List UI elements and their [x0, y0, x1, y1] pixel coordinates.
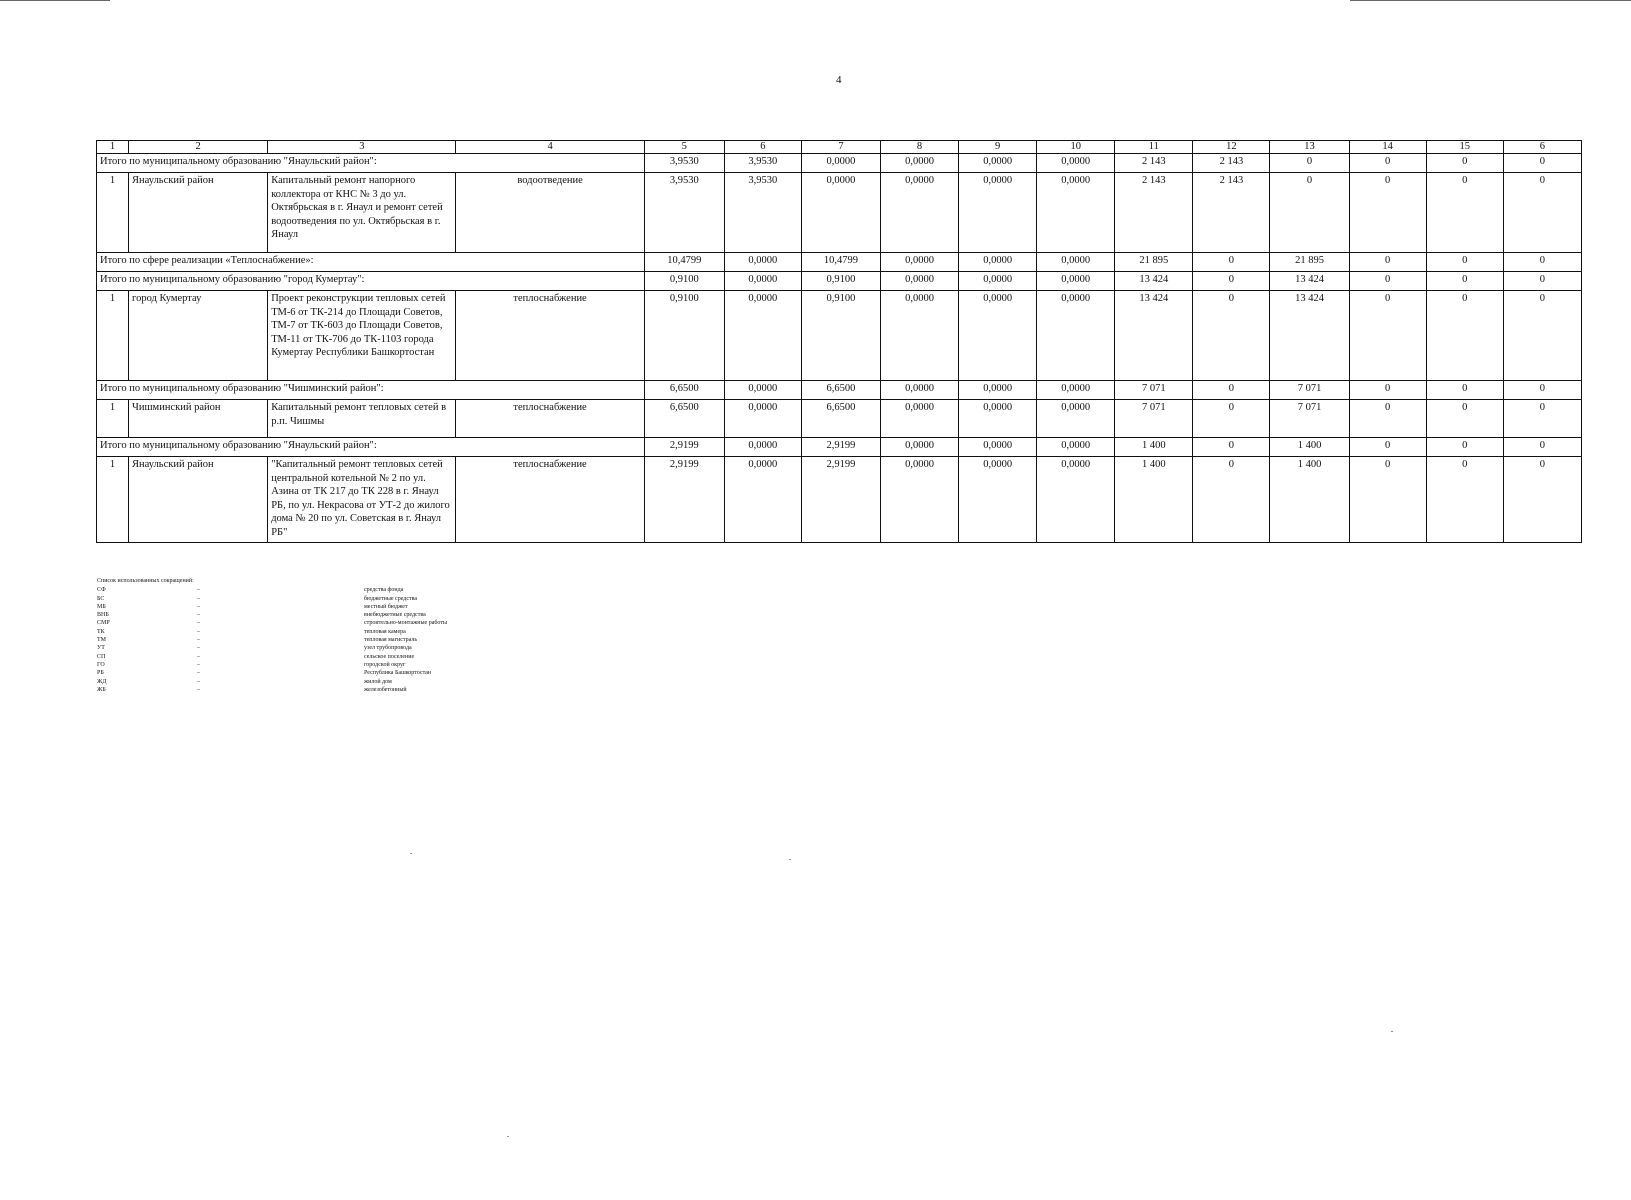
abbreviation-meaning: местный бюджет: [364, 603, 408, 610]
abbreviation-code: ЖД: [97, 678, 107, 685]
value-cell: 0,0000: [724, 291, 801, 381]
value-cell: 0,0000: [880, 438, 958, 457]
value-cell: 13 424: [1270, 272, 1349, 291]
value-cell: 0,9100: [644, 272, 724, 291]
value-cell: 0,0000: [1037, 457, 1115, 543]
value-cell: 0,0000: [1037, 154, 1115, 173]
project-description: Капитальный ремонт напорного коллектора от КНС № 3 до ул. Октябрьская в г. Янаул и ремонт сетей водоотведения по ул. Октябрьская в г. Янаул: [268, 173, 456, 253]
value-cell: 0,9100: [801, 272, 880, 291]
value-cell: 0,0000: [724, 253, 801, 272]
project-description: Капитальный ремонт тепловых сетей в р.п. Чишмы: [268, 400, 456, 438]
column-number-cell: 6: [724, 141, 801, 154]
sphere-name: теплоснабжение: [456, 400, 644, 438]
abbreviation-dash: –: [197, 661, 200, 668]
value-cell: 0,0000: [880, 457, 958, 543]
item-row: [97, 400, 1582, 438]
column-number-cell: 4: [456, 141, 644, 154]
value-cell: 0: [1349, 154, 1426, 173]
item-number: 1: [97, 457, 129, 543]
value-cell: 0: [1426, 438, 1503, 457]
value-cell: 1 400: [1115, 457, 1193, 543]
value-cell: 0: [1349, 291, 1426, 381]
value-cell: 0: [1270, 173, 1349, 253]
value-cell: 0: [1349, 253, 1426, 272]
value-cell: 0: [1426, 154, 1503, 173]
abbreviation-row: [97, 595, 447, 603]
abbreviation-meaning: тепловая магистраль: [364, 637, 418, 644]
value-cell: 0: [1193, 457, 1270, 543]
value-cell: 0,0000: [1037, 438, 1115, 457]
abbreviation-code: ГО: [97, 661, 105, 668]
value-cell: 0,0000: [959, 457, 1037, 543]
value-cell: 0,0000: [880, 291, 958, 381]
sphere-name: водоотведение: [456, 173, 644, 253]
abbreviation-dash: –: [197, 686, 200, 693]
value-cell: 0: [1193, 272, 1270, 291]
value-cell: 0,0000: [959, 173, 1037, 253]
abbreviation-row: [97, 611, 447, 619]
value-cell: 21 895: [1115, 253, 1193, 272]
value-cell: 10,4799: [644, 253, 724, 272]
value-cell: 0,0000: [880, 173, 958, 253]
value-cell: 13 424: [1115, 272, 1193, 291]
abbreviation-row: [97, 678, 447, 686]
column-number-cell: 15: [1426, 141, 1503, 154]
value-cell: 0,0000: [1037, 400, 1115, 438]
value-cell: 0: [1426, 457, 1503, 543]
value-cell: 0: [1349, 173, 1426, 253]
total-label: Итого по муниципальному образованию "Чишминский район":: [97, 381, 645, 400]
value-cell: 0,0000: [1037, 381, 1115, 400]
abbreviation-row: [97, 669, 447, 677]
value-cell: 1 400: [1270, 438, 1349, 457]
abbreviation-meaning: тепловая камера: [364, 628, 406, 635]
value-cell: 0: [1503, 457, 1581, 543]
value-cell: 6,6500: [644, 381, 724, 400]
item-row: [97, 457, 1582, 543]
value-cell: 13 424: [1270, 291, 1349, 381]
abbreviation-row: [97, 619, 447, 627]
value-cell: 0: [1270, 154, 1349, 173]
total-label: Итого по муниципальному образованию "Янаульский район":: [97, 438, 645, 457]
value-cell: 3,9530: [644, 154, 724, 173]
scan-speck: [410, 853, 412, 854]
column-number-cell: 11: [1115, 141, 1193, 154]
value-cell: 2 143: [1115, 173, 1193, 253]
value-cell: 0: [1503, 173, 1581, 253]
value-cell: 0,0000: [1037, 173, 1115, 253]
project-description: "Капитальный ремонт тепловых сетей центральной котельной № 2 по ул. Азина от ТК 217 до ТК 228 в г. Янаул РБ, по ул. Некрасова от УТ-2 до жилого дома № 20 по ул. Советская в г. Янаул РБ": [268, 457, 456, 543]
abbreviation-meaning: городской округ: [364, 661, 406, 668]
column-number-cell: 7: [801, 141, 880, 154]
abbreviation-row: [97, 603, 447, 611]
abbreviation-dash: –: [197, 603, 200, 610]
abbreviation-dash: –: [197, 595, 200, 602]
value-cell: 0: [1426, 381, 1503, 400]
abbreviation-code: ТК: [97, 628, 105, 635]
value-cell: 0,0000: [724, 272, 801, 291]
value-cell: 0,0000: [959, 253, 1037, 272]
column-number-cell: 12: [1193, 141, 1270, 154]
abbreviation-dash: –: [197, 670, 200, 677]
abbreviation-meaning: жилой дом: [364, 678, 392, 685]
value-cell: 0: [1193, 253, 1270, 272]
district-name: город Кумертау: [129, 291, 268, 381]
value-cell: 0: [1503, 381, 1581, 400]
value-cell: 0,0000: [959, 154, 1037, 173]
scan-speck: [1391, 1031, 1393, 1032]
column-number-cell: 10: [1037, 141, 1115, 154]
abbreviation-code: УТ: [97, 645, 105, 652]
abbreviation-dash: –: [197, 645, 200, 652]
abbreviation-code: ЖБ: [97, 686, 106, 693]
value-cell: 2,9199: [644, 438, 724, 457]
item-number: 1: [97, 291, 129, 381]
value-cell: 7 071: [1115, 400, 1193, 438]
value-cell: 0: [1193, 291, 1270, 381]
total-row: [97, 272, 1582, 291]
abbreviation-row: [97, 636, 447, 644]
value-cell: 3,9530: [644, 173, 724, 253]
abbreviation-dash: –: [197, 678, 200, 685]
abbreviation-row: [97, 628, 447, 636]
value-cell: 0: [1349, 272, 1426, 291]
value-cell: 0,0000: [801, 173, 880, 253]
value-cell: 0: [1193, 438, 1270, 457]
value-cell: 1 400: [1115, 438, 1193, 457]
abbreviation-meaning: сельское поселение: [364, 653, 415, 660]
column-number-cell: 8: [880, 141, 958, 154]
value-cell: 0: [1503, 438, 1581, 457]
value-cell: 0: [1193, 381, 1270, 400]
abbreviation-dash: –: [197, 653, 200, 660]
abbreviation-dash: –: [197, 637, 200, 644]
abbreviation-dash: –: [197, 612, 200, 619]
abbreviation-row: [97, 686, 447, 694]
value-cell: 0: [1503, 253, 1581, 272]
abbreviation-dash: –: [197, 628, 200, 635]
value-cell: 0,0000: [959, 291, 1037, 381]
total-label: Итого по сфере реализации «Теплоснабжение»:: [97, 253, 645, 272]
table-header-row: [97, 141, 1582, 154]
value-cell: 2 143: [1193, 173, 1270, 253]
value-cell: 21 895: [1270, 253, 1349, 272]
value-cell: 3,9530: [724, 154, 801, 173]
abbreviations-title: Список использованных сокращений:: [97, 578, 194, 584]
value-cell: 6,6500: [801, 381, 880, 400]
value-cell: 10,4799: [801, 253, 880, 272]
value-cell: 2,9199: [801, 438, 880, 457]
page-number: 4: [836, 74, 842, 86]
value-cell: 7 071: [1270, 400, 1349, 438]
value-cell: 2 143: [1115, 154, 1193, 173]
scan-edge-line-left: [0, 0, 110, 1]
abbreviation-dash: –: [197, 620, 200, 627]
column-number-cell: 14: [1349, 141, 1426, 154]
value-cell: 0,0000: [1037, 253, 1115, 272]
scan-edge-line-right: [1350, 0, 1631, 1]
column-number-cell: 13: [1270, 141, 1349, 154]
value-cell: 0: [1426, 173, 1503, 253]
value-cell: 6,6500: [801, 400, 880, 438]
value-cell: 0: [1426, 272, 1503, 291]
abbreviation-dash: –: [197, 587, 200, 594]
abbreviation-meaning: бюджетные средства: [364, 595, 418, 602]
value-cell: 0: [1349, 400, 1426, 438]
value-cell: 0: [1503, 291, 1581, 381]
column-number-cell: 3: [268, 141, 456, 154]
abbreviation-code: СП: [97, 653, 106, 660]
column-number-cell: 1: [97, 141, 129, 154]
project-description: Проект реконструкции тепловых сетей ТМ-6 от ТК-214 до Площади Советов, ТМ-7 от ТК-603 до Площади Советов, ТМ-11 от ТК-706 до ТК-1103 города Кумертау Республики Башкортостан: [268, 291, 456, 381]
value-cell: 0: [1426, 253, 1503, 272]
abbreviations-list: [97, 577, 447, 694]
value-cell: 0,9100: [644, 291, 724, 381]
value-cell: 0,0000: [880, 154, 958, 173]
abbreviation-meaning: строительно-монтажные работы: [364, 620, 448, 627]
value-cell: 0,0000: [959, 272, 1037, 291]
abbreviation-row: [97, 586, 447, 594]
value-cell: 0,0000: [724, 400, 801, 438]
sphere-name: теплоснабжение: [456, 291, 644, 381]
funding-table-body: [97, 141, 1582, 543]
value-cell: 2,9199: [644, 457, 724, 543]
value-cell: 1 400: [1270, 457, 1349, 543]
district-name: Чишминский район: [129, 400, 268, 438]
value-cell: 0: [1426, 291, 1503, 381]
value-cell: 0,0000: [801, 154, 880, 173]
funding-table: [96, 140, 1582, 543]
item-row: [97, 291, 1582, 381]
total-label: Итого по муниципальному образованию "Янаульский район":: [97, 154, 645, 173]
value-cell: 7 071: [1115, 381, 1193, 400]
value-cell: 0: [1503, 154, 1581, 173]
abbreviation-meaning: Республика Башкортостан: [364, 670, 432, 677]
value-cell: 0,0000: [724, 457, 801, 543]
value-cell: 0,0000: [724, 438, 801, 457]
value-cell: 0: [1349, 457, 1426, 543]
value-cell: 3,9530: [724, 173, 801, 253]
column-number-cell: 5: [644, 141, 724, 154]
column-number-cell: 2: [129, 141, 268, 154]
abbreviation-code: МБ: [97, 603, 106, 610]
value-cell: 0,0000: [1037, 272, 1115, 291]
value-cell: 2,9199: [801, 457, 880, 543]
value-cell: 0,0000: [1037, 291, 1115, 381]
value-cell: 0,9100: [801, 291, 880, 381]
total-row: [97, 154, 1582, 173]
item-row: [97, 173, 1582, 253]
value-cell: 7 071: [1270, 381, 1349, 400]
value-cell: 0: [1426, 400, 1503, 438]
value-cell: 2 143: [1193, 154, 1270, 173]
value-cell: 0: [1349, 438, 1426, 457]
value-cell: 0: [1193, 400, 1270, 438]
abbreviation-row: [97, 653, 447, 661]
total-row: [97, 438, 1582, 457]
abbreviation-row: [97, 661, 447, 669]
item-number: 1: [97, 173, 129, 253]
value-cell: 0,0000: [959, 381, 1037, 400]
abbreviation-code: РБ: [97, 670, 104, 677]
value-cell: 0,0000: [880, 272, 958, 291]
value-cell: 0: [1503, 272, 1581, 291]
abbreviation-meaning: железобетонный: [364, 686, 407, 693]
total-row: [97, 381, 1582, 400]
sphere-name: теплоснабжение: [456, 457, 644, 543]
abbreviations-rows: [97, 586, 447, 694]
abbreviation-meaning: средства фонда: [364, 587, 404, 594]
value-cell: 0,0000: [880, 381, 958, 400]
abbreviation-code: СФ: [97, 587, 106, 594]
value-cell: 0,0000: [880, 400, 958, 438]
value-cell: 0,0000: [959, 400, 1037, 438]
value-cell: 0: [1503, 400, 1581, 438]
value-cell: 13 424: [1115, 291, 1193, 381]
abbreviation-code: СМР: [97, 620, 110, 627]
column-number-cell: 9: [959, 141, 1037, 154]
value-cell: 0,0000: [724, 381, 801, 400]
total-row: [97, 253, 1582, 272]
value-cell: 0: [1349, 381, 1426, 400]
abbreviation-code: БС: [97, 595, 105, 602]
district-name: Янаульский район: [129, 173, 268, 253]
item-number: 1: [97, 400, 129, 438]
scan-speck: [789, 859, 791, 860]
column-number-cell: 6: [1503, 141, 1581, 154]
abbreviation-meaning: узел трубопровода: [364, 645, 412, 652]
value-cell: 6,6500: [644, 400, 724, 438]
total-label: Итого по муниципальному образованию "город Кумертау":: [97, 272, 645, 291]
abbreviation-code: ВНБ: [97, 612, 109, 619]
district-name: Янаульский район: [129, 457, 268, 543]
abbreviation-code: ТМ: [97, 637, 106, 644]
value-cell: 0,0000: [959, 438, 1037, 457]
value-cell: 0,0000: [880, 253, 958, 272]
scan-speck: [507, 1136, 509, 1137]
abbreviation-row: [97, 644, 447, 652]
abbreviation-meaning: внебюджетные средства: [364, 612, 426, 619]
